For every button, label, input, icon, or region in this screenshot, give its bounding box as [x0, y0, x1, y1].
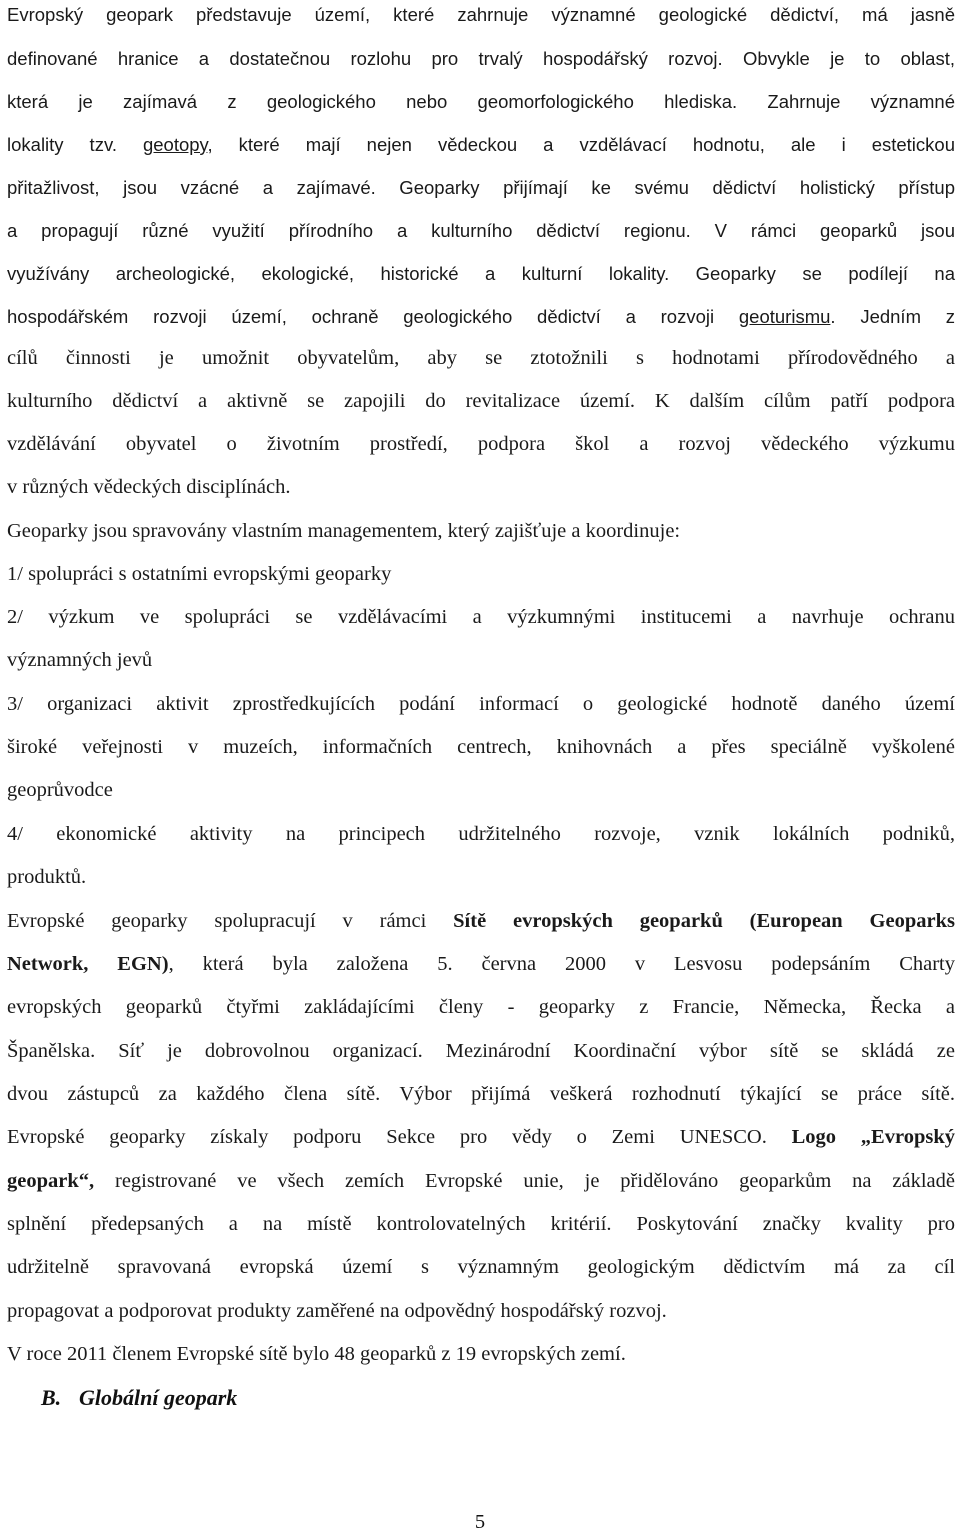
intro-line-3: která je zajímavá z geologického nebo geomorfologického hlediska. Zahrnuje významné: [7, 91, 955, 112]
intro-line-10: kulturního dědictví a aktivně se zapojili do revitalizace území. K dalším cílům patří podpora: [7, 390, 955, 412]
page-number: 5: [474, 1511, 486, 1533]
intro-text: lokality tzv.: [7, 134, 143, 155]
intro-line-11: vzdělávání obyvatel o životním prostředí, podpora škol a rozvoj vědeckého výzkumu: [7, 433, 955, 455]
egn-text: registrované ve všech zemích Evropské unie, je přidělováno geoparkům na základě: [94, 1170, 955, 1192]
list-item-2-line-1: 2/ výzkum ve spolupráci se vzdělávacími a výzkumnými institucemi a navrhuje ochranu: [7, 606, 955, 628]
egn-line-2: [7, 953, 955, 976]
egn-line-8: splnění předepsaných a na místě kontrolovatelných kritérií. Poskytování značky kvality pro: [7, 1213, 955, 1235]
list-item-1: 1/ spolupráci s ostatními evropskými geoparky: [7, 563, 392, 585]
egn-text: Evropské geoparky spolupracují v rámci: [7, 910, 454, 932]
section-number: B.: [41, 1385, 62, 1410]
section-heading: [41, 1385, 237, 1411]
list-item-3-line-3: geoprůvodce: [7, 779, 113, 801]
intro-line-9: cílů činnosti je umožnit obyvatelům, aby se ztotožnili s hodnotami přírodovědného a: [7, 347, 955, 369]
egn-text: Evropské geoparky získaly podporu Sekce pro vědy o Zemi UNESCO.: [7, 1126, 792, 1148]
geotopy-link[interactable]: geotopy: [142, 134, 208, 155]
list-item-4-line-2: produktů.: [7, 866, 87, 888]
egn-line-4: Španělska. Síť je dobrovolnou organizací. Mezinárodní Koordinační výbor sítě se skládá ze: [7, 1040, 955, 1062]
intro-line-8: [7, 306, 955, 328]
management-intro: Geoparky jsou spravovány vlastním managementem, který zajišťuje a koordinuje:: [7, 520, 681, 542]
egn-bold-text: geopark“,: [7, 1170, 95, 1192]
intro-line-2: definované hranice a dostatečnou rozlohu pro trvalý hospodářský rozvoj. Obvykle je to oblast,: [7, 48, 955, 69]
egn-line-3: evropských geoparků čtyřmi zakládajícími členy - geoparky z Francie, Německa, Řecka a: [7, 996, 955, 1018]
egn-line-6: [7, 1126, 955, 1149]
list-item-3-line-1: 3/ organizaci aktivit zprostředkujících podání informací o geologické hodnotě daného území: [7, 693, 955, 715]
egn-bold-text: Sítě evropských geoparků (European Geoparks: [453, 910, 955, 932]
intro-line-4: [7, 134, 955, 156]
egn-line-9: udržitelně spravovaná evropská území s významným geologickým dědictvím má za cíl: [7, 1256, 955, 1278]
list-item-4-line-1: 4/ ekonomické aktivity na principech udržitelného rozvoje, vznik lokálních podniků,: [7, 823, 955, 845]
intro-line-6: a propagují různé využití přírodního a kulturního dědictví regionu. V rámci geoparků jsou: [7, 220, 955, 241]
intro-line-1: Evropský geopark představuje území, které zahrnuje významné geologické dědictví, má jasně: [7, 4, 955, 25]
geoturismu-link[interactable]: geoturismu: [738, 306, 831, 327]
list-item-2-line-2: významných jevů: [7, 649, 153, 671]
list-item-3-line-2: široké veřejnosti v muzeích, informačních centrech, knihovnách a přes speciálně vyškolené: [7, 736, 955, 758]
intro-text: . Jedním z: [830, 306, 956, 327]
egn-line-1: [7, 910, 955, 933]
intro-line-7: využívány archeologické, ekologické, historické a kulturní lokality. Geoparky se podílejí na: [7, 263, 955, 284]
section-title: Globální geopark: [79, 1385, 238, 1410]
stat-sentence: V roce 2011 členem Evropské sítě bylo 48 geoparků z 19 evropských zemí.: [7, 1343, 626, 1365]
intro-text: hospodářském rozvoji území, ochraně geologického dědictví a rozvoji: [7, 306, 739, 327]
egn-bold-text: Logo „Evropský: [791, 1126, 955, 1148]
egn-line-7: [7, 1170, 955, 1193]
intro-line-5: přitažlivost, jsou vzácné a zajímavé. Geoparky přijímají ke svému dědictví holistický přístup: [7, 177, 955, 198]
egn-bold-text: Network, EGN): [7, 953, 169, 975]
egn-line-10: propagovat a podporovat produkty zaměřené na odpovědný hospodářský rozvoj.: [7, 1300, 667, 1322]
egn-text: , která byla založena 5. června 2000 v Lesvosu podepsáním Charty: [168, 953, 955, 975]
intro-line-12: v různých vědeckých disciplínách.: [7, 476, 291, 498]
intro-text: , které mají nejen vědeckou a vzdělávací hodnotu, ale i estetickou: [207, 134, 955, 155]
egn-line-5: dvou zástupců za každého člena sítě. Výbor přijímá veškerá rozhodnutí týkající se práce sítě.: [7, 1083, 955, 1105]
